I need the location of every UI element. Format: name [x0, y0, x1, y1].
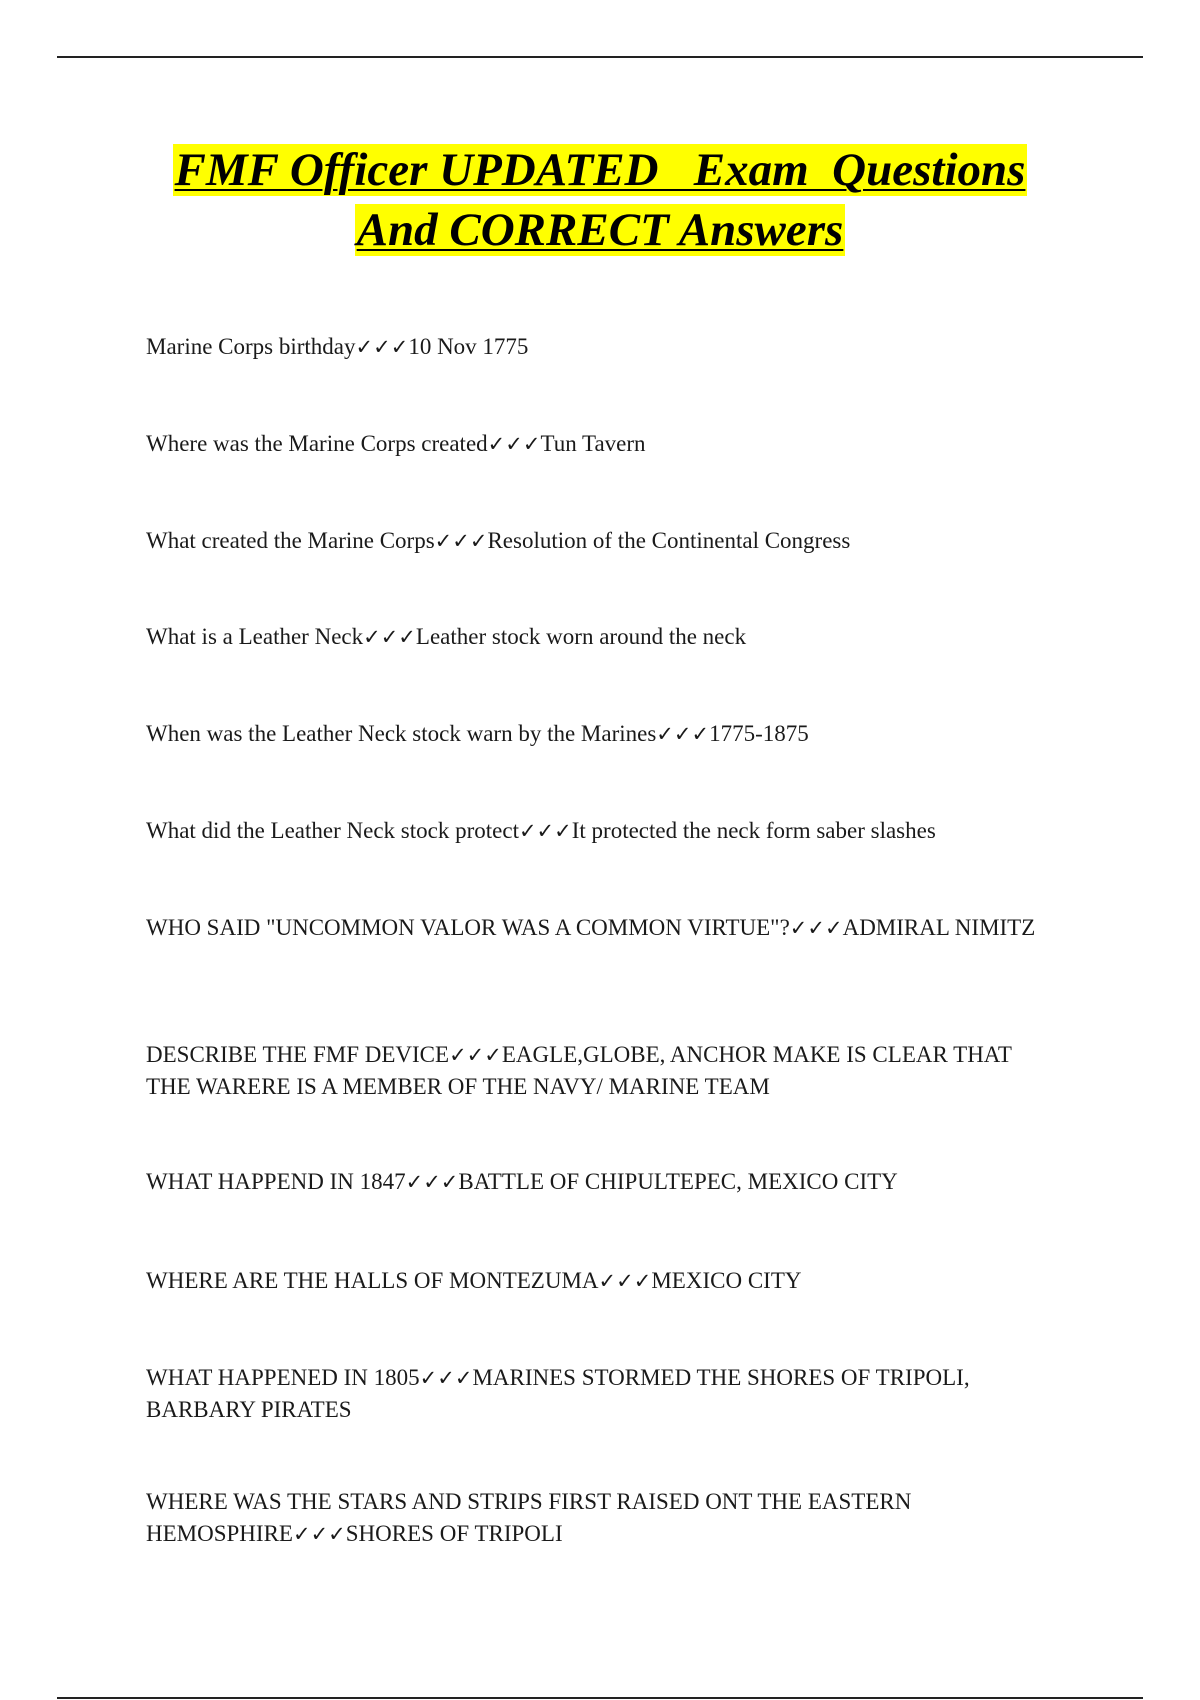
qa-item — [146, 912, 1046, 944]
qa-item — [146, 1265, 1046, 1297]
question-text: What did the Leather Neck stock protect — [146, 818, 519, 843]
question-text: WHERE ARE THE HALLS OF MONTEZUMA — [146, 1268, 599, 1293]
qa-item — [146, 428, 1046, 460]
check-marks-icon: ✓✓✓ — [487, 432, 541, 456]
qa-item — [146, 331, 1046, 363]
qa-item — [146, 525, 1046, 557]
answer-text: MARINES STORMED THE SHORES OF TRIPOLI, BARBARY PIRATES — [146, 1365, 970, 1422]
question-text: Where was the Marine Corps created — [146, 431, 488, 456]
answer-text: MEXICO CITY — [651, 1268, 802, 1293]
question-text: What is a Leather Neck — [146, 624, 364, 649]
question-text: Marine Corps birthday — [146, 334, 356, 359]
bottom-rule — [57, 1697, 1143, 1699]
qa-item — [146, 1362, 1046, 1426]
qa-item — [146, 1486, 1046, 1550]
answer-text: Resolution of the Continental Congress — [487, 528, 851, 553]
question-text: WHO SAID "UNCOMMON VALOR WAS A COMMON VIRTUE"? — [146, 915, 790, 940]
check-marks-icon: ✓✓✓ — [434, 529, 488, 553]
check-marks-icon: ✓✓✓ — [363, 625, 416, 649]
answer-text: BATTLE OF CHIPULTEPEC, MEXICO CITY — [458, 1169, 898, 1194]
check-marks-icon: ✓✓✓ — [598, 1269, 652, 1293]
qa-item — [146, 1039, 1046, 1103]
answer-text: It protected the neck form saber slashes — [571, 818, 936, 843]
answer-text: EAGLE,GLOBE, ANCHOR MAKE IS CLEAR THAT THE WARERE IS A MEMBER OF THE NAVY/ MARINE TEAM — [146, 1042, 1012, 1099]
check-marks-icon: ✓✓✓ — [789, 916, 843, 940]
question-text: WHERE WAS THE STARS AND STRIPS FIRST RAISED ONT THE EASTERN HEMOSPHIRE — [146, 1489, 912, 1546]
question-text: What created the Marine Corps — [146, 528, 435, 553]
check-marks-icon: ✓✓✓ — [355, 335, 409, 359]
question-text: WHAT HAPPENED IN 1805 — [146, 1365, 420, 1390]
answer-text: 1775-1875 — [709, 721, 809, 746]
qa-item — [146, 1166, 1046, 1198]
check-marks-icon: ✓✓✓ — [449, 1043, 502, 1067]
check-marks-icon: ✓✓✓ — [656, 722, 710, 746]
qa-item — [146, 621, 1046, 653]
answer-text: Leather stock worn around the neck — [415, 624, 747, 649]
check-marks-icon: ✓✓✓ — [419, 1366, 473, 1390]
question-text: WHAT HAPPEND IN 1847 — [146, 1169, 406, 1194]
answer-text: 10 Nov 1775 — [408, 334, 529, 359]
check-marks-icon: ✓✓✓ — [405, 1170, 459, 1194]
answer-text: Tun Tavern — [540, 431, 646, 456]
check-marks-icon: ✓✓✓ — [292, 1522, 346, 1546]
question-text: DESCRIBE THE FMF DEVICE — [146, 1042, 450, 1067]
top-rule — [57, 56, 1143, 58]
qa-item — [146, 718, 1046, 750]
title-line-2: And CORRECT Answers — [356, 204, 844, 256]
question-text: When was the Leather Neck stock warn by the Marines — [146, 721, 657, 746]
qa-item — [146, 815, 1046, 847]
answer-text: SHORES OF TRIPOLI — [345, 1521, 563, 1546]
document-title — [0, 140, 1200, 260]
answer-text: ADMIRAL NIMITZ — [842, 915, 1036, 940]
title-line-1: FMF Officer UPDATED Exam Questions — [174, 144, 1026, 196]
check-marks-icon: ✓✓✓ — [518, 819, 572, 843]
